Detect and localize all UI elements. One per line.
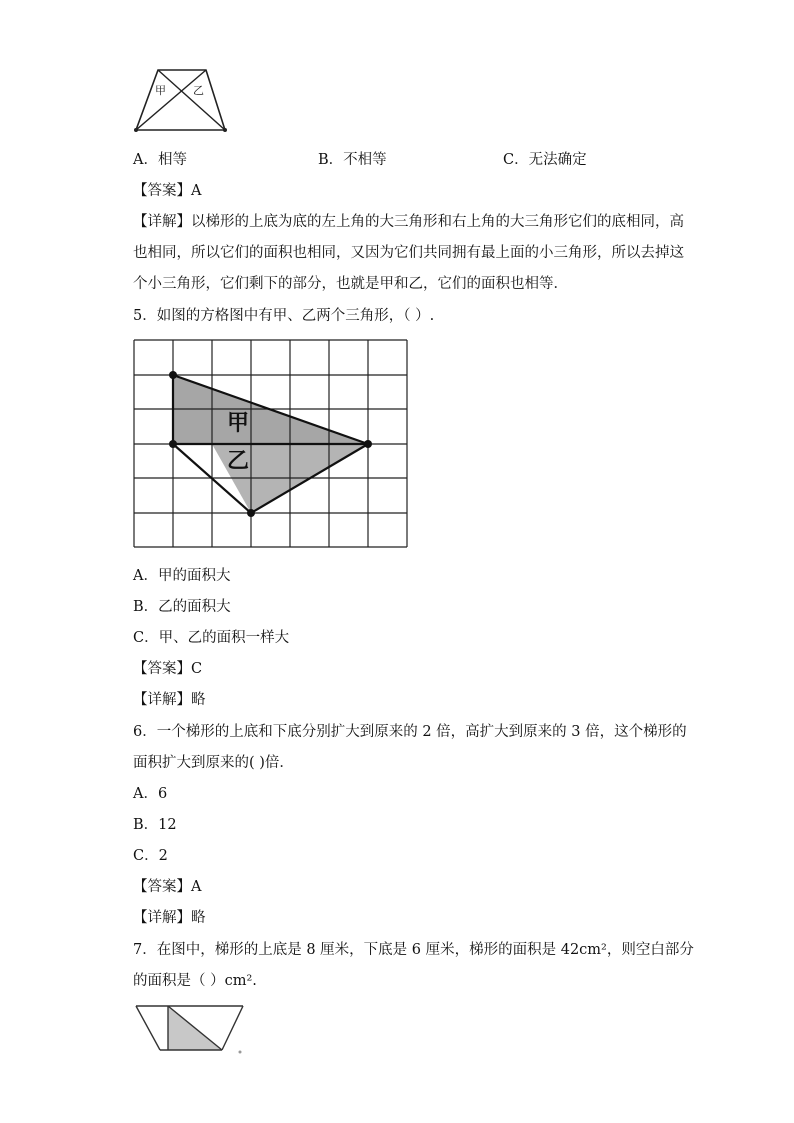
q6-answer: 【答案】A	[133, 879, 202, 895]
q5-option-b: B．乙的面积大	[133, 599, 231, 615]
q5-option-a: A．甲的面积大	[133, 568, 231, 584]
q6-option-a: A．6	[133, 786, 168, 802]
q4-detail-line-2: 也相同，所以它们的面积也相同，又因为它们共同拥有最上面的小三角形，所以去掉这	[133, 245, 684, 261]
label-jia: 甲	[155, 84, 166, 97]
trapezoid-shaded-figure	[130, 1000, 250, 1056]
q4-option-b: B．不相等	[318, 152, 387, 168]
grid-label-yi: 乙	[227, 449, 250, 474]
q6-option-c: C．2	[133, 848, 168, 864]
q5-answer: 【答案】C	[133, 661, 203, 677]
q5-question: 5．如图的方格图中有甲、乙两个三角形，（ ）.	[133, 308, 435, 324]
q6-question-line-2: 面积扩大到原来的( )倍．	[133, 755, 294, 771]
q4-detail-line-3: 个小三角形，它们剩下的部分，也就是甲和乙，它们的面积也相等．	[133, 276, 568, 292]
trapezoid-diagonals-figure	[130, 64, 230, 136]
label-yi: 乙	[193, 84, 204, 97]
q6-option-b: B．12	[133, 817, 177, 833]
q4-option-c: C．无法确定	[503, 152, 587, 168]
q5-option-c: C．甲、乙的面积一样大	[133, 630, 290, 646]
q7-question-line-2: 的面积是（ ）cm².	[133, 973, 257, 989]
q6-question-line-1: 6．一个梯形的上底和下底分别扩大到原来的 2 倍，高扩大到原来的 3 倍，这个梯形的	[133, 724, 687, 740]
grid-triangles-figure	[130, 336, 412, 554]
q4-detail-line-1: 【详解】以梯形的上底为底的左上角的大三角形和右上角的大三角形它们的底相同，高	[133, 214, 684, 230]
q5-detail: 【详解】略	[133, 692, 206, 708]
q7-question-line-1: 7．在图中，梯形的上底是 8 厘米，下底是 6 厘米，梯形的面积是 42cm²，则空白部分	[133, 942, 694, 958]
q4-option-a: A．相等	[133, 152, 187, 168]
q4-answer: 【答案】A	[133, 183, 202, 199]
grid-label-jia: 甲	[227, 411, 250, 436]
vertex-dot	[364, 440, 372, 448]
vertex-dot	[169, 371, 177, 379]
q6-detail: 【详解】略	[133, 910, 206, 926]
vertex-dot	[169, 440, 177, 448]
vertex-dot	[247, 509, 255, 517]
